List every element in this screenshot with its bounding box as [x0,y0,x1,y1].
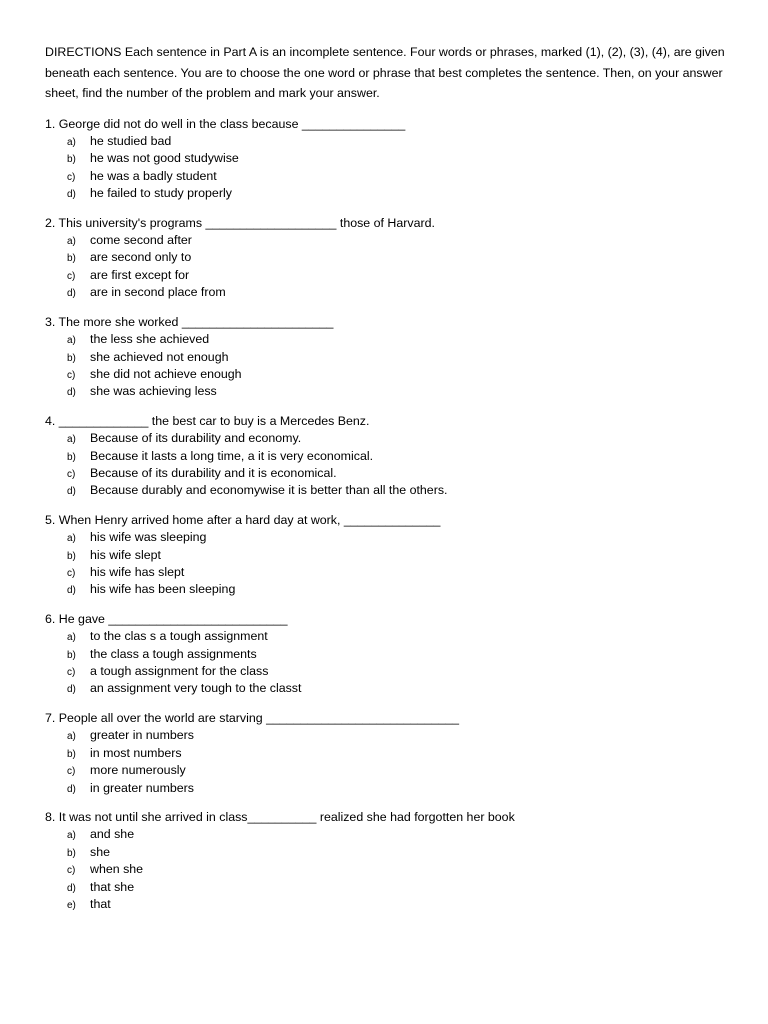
answer-option [45,762,728,779]
option-text: are second only to [90,250,192,265]
option-text: that she [90,879,135,894]
answer-option [45,680,728,697]
option-letter: b) [67,451,76,463]
answer-options [45,529,728,599]
option-letter: b) [67,847,76,859]
question-stem: 5. When Henry arrived home after a hard day at work, ______________ [45,512,441,527]
option-letter: a) [67,236,76,248]
question-block [45,809,728,913]
question-block [45,314,728,401]
answer-option [45,581,728,598]
option-letter: c) [67,171,76,183]
answer-options [45,331,728,401]
option-text: she achieved not enough [90,349,229,364]
option-letter: a) [67,830,76,842]
question-block [45,611,728,698]
option-text: his wife slept [90,547,161,562]
answer-option [45,133,728,150]
answer-option [45,861,728,878]
answer-option [45,482,728,499]
answer-options [45,430,728,500]
answer-option [45,232,728,249]
option-text: and she [90,827,135,842]
question-stem: 1. George did not do well in the class because _______________ [45,116,406,131]
answer-options [45,232,728,302]
answer-options [45,133,728,203]
answer-option [45,844,728,861]
answer-option [45,383,728,400]
answer-option [45,745,728,762]
option-text: when she [90,862,144,877]
question-block [45,413,728,500]
question-stem: 3. The more she worked ______________________ [45,314,334,329]
question-block [45,710,728,797]
answer-option [45,727,728,744]
question-stem: 7. People all over the world are starving ____________________________ [45,710,460,725]
option-text: his wife has slept [90,565,185,580]
answer-option [45,529,728,546]
question-stem: 4. _____________ the best car to buy is a Mercedes Benz. [45,413,370,428]
option-letter: d) [67,783,76,795]
answer-option [45,465,728,482]
answer-option [45,150,728,167]
option-text: she was achieving less [90,384,217,399]
option-text: Because it lasts a long time, a it is very economical. [90,448,374,463]
option-text: the class a tough assignments [90,646,257,661]
option-letter: c) [67,468,76,480]
answer-option [45,646,728,663]
answer-option [45,780,728,797]
option-letter: b) [67,352,76,364]
option-letter: c) [67,270,76,282]
directions-text: DIRECTIONS Each sentence in Part A is an incomplete sentence. Four words or phrases, marked (1), (2), (3), (4), are given beneath each sentence. You are to choose the one word or phrase that best completes the sentence. Then, on your answer sheet, find the number of the problem and mark your answer. [45,45,725,100]
option-letter: c) [67,766,76,778]
answer-option [45,284,728,301]
option-text: in greater numbers [90,780,194,795]
option-text: Because of its durability and economy. [90,431,302,446]
answer-options [45,826,728,913]
option-letter: d) [67,882,76,894]
option-letter: a) [67,731,76,743]
option-letter: d) [67,189,76,201]
option-text: come second after [90,233,192,248]
option-letter: b) [67,748,76,760]
question-block [45,116,728,203]
answer-options [45,628,728,698]
option-text: he was a badly student [90,168,217,183]
answer-option [45,168,728,185]
answer-option [45,628,728,645]
option-text: an assignment very tough to the classt [90,681,302,696]
answer-option [45,663,728,680]
option-text: more numerously [90,763,186,778]
question-block [45,512,728,599]
option-letter: b) [67,550,76,562]
answer-option [45,249,728,266]
option-text: greater in numbers [90,728,194,743]
option-text: are first except for [90,267,190,282]
option-text: are in second place from [90,285,226,300]
answer-option [45,564,728,581]
answer-options [45,727,728,797]
answer-option [45,430,728,447]
question-stem: 6. He gave __________________________ [45,611,288,626]
question-stem: 2. This university's programs ___________________ those of Harvard. [45,215,435,230]
option-text: she [90,844,110,859]
option-letter: c) [67,667,76,679]
option-letter: d) [67,387,76,399]
question-stem: 8. It was not until she arrived in class__________ realized she had forgotten her book [45,809,515,824]
option-letter: a) [67,533,76,545]
option-letter: d) [67,486,76,498]
option-text: Because durably and economywise it is better than all the others. [90,483,448,498]
option-letter: a) [67,137,76,148]
option-text: a tough assignment for the class [90,664,269,679]
option-text: he studied bad [90,134,172,148]
question-block [45,215,728,302]
option-letter: d) [67,288,76,300]
option-letter: b) [67,253,76,265]
option-text: she did not achieve enough [90,366,242,381]
answer-option [45,185,728,202]
option-text: he was not good studywise [90,151,239,166]
option-letter: d) [67,684,76,696]
option-text: in most numbers [90,745,182,760]
option-letter: b) [67,649,76,661]
answer-option [45,349,728,366]
option-text: the less she achieved [90,332,210,347]
question-list [45,116,728,914]
answer-option [45,267,728,284]
option-letter: a) [67,632,76,644]
answer-option [45,366,728,383]
option-letter: a) [67,434,76,446]
option-letter: b) [67,154,76,166]
answer-option [45,896,728,913]
option-text: he failed to study properly [90,186,232,201]
option-letter: c) [67,369,76,381]
option-text: his wife was sleeping [90,530,207,545]
option-letter: d) [67,585,76,597]
option-text: to the clas s a tough assignment [90,629,268,644]
option-letter: a) [67,335,76,347]
option-letter: c) [67,568,76,580]
answer-option [45,879,728,896]
option-text: Because of its durability and it is economical. [90,465,337,480]
answer-option [45,331,728,348]
option-text: his wife has been sleeping [90,582,236,597]
answer-option [45,547,728,564]
option-letter: e) [67,900,76,911]
option-text: that [90,897,111,911]
answer-option [45,448,728,465]
answer-option [45,826,728,843]
option-letter: c) [67,865,76,877]
